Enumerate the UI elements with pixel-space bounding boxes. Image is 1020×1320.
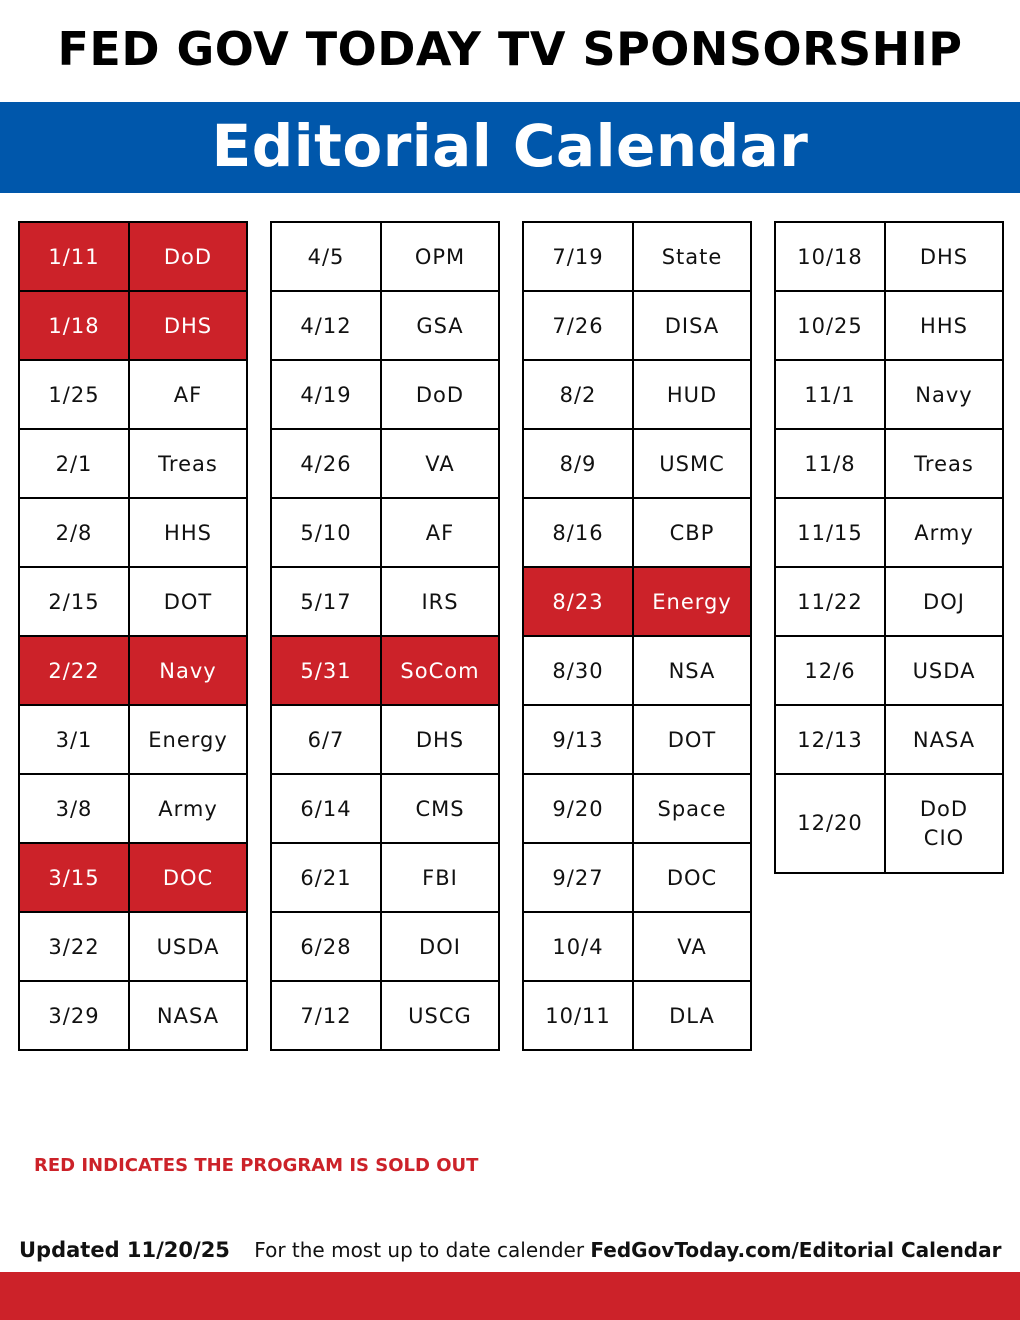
calendar-row: [271, 567, 499, 636]
calendar-agency: FBI: [381, 843, 499, 912]
calendar-agency: NASA: [129, 981, 247, 1050]
calendar-row: [271, 636, 499, 705]
calendar-row: [271, 843, 499, 912]
calendar-date: 7/19: [523, 222, 633, 291]
calendar-date: 8/23: [523, 567, 633, 636]
calendar-agency: DOC: [633, 843, 751, 912]
calendar-agency: DHS: [129, 291, 247, 360]
calendar-agency: DOT: [129, 567, 247, 636]
calendar-agency: DOT: [633, 705, 751, 774]
calendar-date: 3/8: [19, 774, 129, 843]
calendar-row: [523, 498, 751, 567]
calendar-row: [271, 429, 499, 498]
calendar-row: [775, 222, 1003, 291]
calendar-row: [271, 705, 499, 774]
calendar-row: [271, 222, 499, 291]
calendar-date: 10/11: [523, 981, 633, 1050]
calendar-agency: AF: [129, 360, 247, 429]
calendar-row: [523, 636, 751, 705]
calendar-date: 2/22: [19, 636, 129, 705]
calendar-row: [523, 429, 751, 498]
calendar-agency: VA: [381, 429, 499, 498]
calendar-row: [271, 981, 499, 1050]
calendar-agency: DHS: [885, 222, 1003, 291]
calendar-agency: DOI: [381, 912, 499, 981]
calendar-date: 5/10: [271, 498, 381, 567]
calendar-row: [523, 774, 751, 843]
calendar-date: 3/22: [19, 912, 129, 981]
calendar-agency: USMC: [633, 429, 751, 498]
calendar-date: 10/4: [523, 912, 633, 981]
calendar-date: 6/14: [271, 774, 381, 843]
calendar-agency: IRS: [381, 567, 499, 636]
calendar-agency: Treas: [885, 429, 1003, 498]
calendar-row: [775, 291, 1003, 360]
calendar-row: [775, 498, 1003, 567]
calendar-agency: USDA: [885, 636, 1003, 705]
calendar-date: 11/8: [775, 429, 885, 498]
calendar-date: 8/16: [523, 498, 633, 567]
calendar-date: 11/22: [775, 567, 885, 636]
calendar-row: [523, 567, 751, 636]
calendar-date: 6/7: [271, 705, 381, 774]
calendar-agency: DHS: [381, 705, 499, 774]
calendar-row: [19, 912, 247, 981]
calendar-date: 2/8: [19, 498, 129, 567]
calendar-agency: DLA: [633, 981, 751, 1050]
calendar-date: 2/1: [19, 429, 129, 498]
banner-title: Editorial Calendar: [211, 112, 809, 180]
calendar-date: 1/18: [19, 291, 129, 360]
calendar-agency: AF: [381, 498, 499, 567]
calendar-row: [19, 636, 247, 705]
calendar-date: 7/26: [523, 291, 633, 360]
calendar-date: 3/29: [19, 981, 129, 1050]
calendar-agency: DOC: [129, 843, 247, 912]
calendar-agency: DoD CIO: [885, 774, 1003, 873]
calendar-agency: State: [633, 222, 751, 291]
calendar-date: 11/1: [775, 360, 885, 429]
calendar-row: [19, 429, 247, 498]
calendar-row: [775, 705, 1003, 774]
calendar-agency: USCG: [381, 981, 499, 1050]
calendar-agency: GSA: [381, 291, 499, 360]
calendar-agency: Army: [129, 774, 247, 843]
calendar-row: [19, 981, 247, 1050]
calendar-agency: OPM: [381, 222, 499, 291]
calendar-row: [775, 567, 1003, 636]
calendar-date: 1/11: [19, 222, 129, 291]
calendar-row: [523, 981, 751, 1050]
banner: [0, 102, 1020, 193]
calendar-row: [523, 291, 751, 360]
calendar-date: 12/13: [775, 705, 885, 774]
calendar-date: 3/15: [19, 843, 129, 912]
calendar-date: 3/1: [19, 705, 129, 774]
sold-out-legend: RED INDICATES THE PROGRAM IS SOLD OUT: [34, 1155, 479, 1176]
footer: [19, 1238, 1004, 1262]
calendar-date: 4/5: [271, 222, 381, 291]
calendar-date: 8/9: [523, 429, 633, 498]
calendar-column-2: [270, 221, 500, 1051]
calendar-agency: Treas: [129, 429, 247, 498]
bottom-bar: [0, 1272, 1020, 1320]
calendar-agency: DOJ: [885, 567, 1003, 636]
calendar-row: [775, 429, 1003, 498]
calendar-date: 10/25: [775, 291, 885, 360]
footer-text: For the most up to date calender: [254, 1238, 585, 1262]
calendar-column-1: [18, 221, 248, 1051]
calendar-row: [19, 705, 247, 774]
calendar-agency: Army: [885, 498, 1003, 567]
calendar-agency: USDA: [129, 912, 247, 981]
calendar-row: [523, 843, 751, 912]
calendar-date: 12/6: [775, 636, 885, 705]
calendar-column-4: [774, 221, 1004, 874]
calendar-date: 8/30: [523, 636, 633, 705]
calendar-row: [271, 360, 499, 429]
calendar-agency: VA: [633, 912, 751, 981]
calendar-date: 6/21: [271, 843, 381, 912]
calendar-row: [19, 774, 247, 843]
calendar-date: 7/12: [271, 981, 381, 1050]
calendar-agency: Energy: [129, 705, 247, 774]
calendar-row: [523, 705, 751, 774]
calendar-date: 9/13: [523, 705, 633, 774]
calendar-agency: Energy: [633, 567, 751, 636]
calendar-agency: Navy: [129, 636, 247, 705]
calendar-row: [19, 843, 247, 912]
calendar-date: 8/2: [523, 360, 633, 429]
calendar-agency: CMS: [381, 774, 499, 843]
calendar-row: [271, 291, 499, 360]
calendar-agency: DISA: [633, 291, 751, 360]
calendar-row: [775, 360, 1003, 429]
calendar-date: 9/20: [523, 774, 633, 843]
calendar-date: 1/25: [19, 360, 129, 429]
calendar-row: [19, 498, 247, 567]
calendar-agency: DoD: [129, 222, 247, 291]
calendar-row: [19, 567, 247, 636]
calendar-agency: Space: [633, 774, 751, 843]
calendar-row: [19, 222, 247, 291]
calendar-row: [523, 360, 751, 429]
calendar-agency: DoD: [381, 360, 499, 429]
calendar-agency: NSA: [633, 636, 751, 705]
calendar-row: [19, 291, 247, 360]
calendar-agency: HUD: [633, 360, 751, 429]
calendar-agency: HHS: [885, 291, 1003, 360]
calendar-date: 4/12: [271, 291, 381, 360]
calendar-row: [271, 498, 499, 567]
calendar-agency: Navy: [885, 360, 1003, 429]
calendar-row: [19, 360, 247, 429]
calendar-agency: NASA: [885, 705, 1003, 774]
calendar-row: [523, 912, 751, 981]
calendar-date: 4/26: [271, 429, 381, 498]
calendar-date: 4/19: [271, 360, 381, 429]
calendar-row: [523, 222, 751, 291]
updated-date: Updated 11/20/25: [19, 1238, 230, 1262]
calendar-date: 6/28: [271, 912, 381, 981]
calendar-date: 12/20: [775, 774, 885, 873]
calendar-column-3: [522, 221, 752, 1051]
calendar-date: 5/31: [271, 636, 381, 705]
calendar-row: [775, 774, 1003, 873]
calendar-date: 11/15: [775, 498, 885, 567]
calendar-agency: CBP: [633, 498, 751, 567]
calendar-agency: HHS: [129, 498, 247, 567]
calendar-row: [775, 636, 1003, 705]
calendar-date: 9/27: [523, 843, 633, 912]
calendar-date: 10/18: [775, 222, 885, 291]
calendar-row: [271, 912, 499, 981]
calendar-link[interactable]: FedGovToday.com/Editorial Calendar: [590, 1238, 1002, 1262]
calendar-date: 2/15: [19, 567, 129, 636]
calendar-row: [271, 774, 499, 843]
calendar-date: 5/17: [271, 567, 381, 636]
calendar-agency: SoCom: [381, 636, 499, 705]
page-title: FED GOV TODAY TV SPONSORSHIP: [57, 22, 963, 76]
